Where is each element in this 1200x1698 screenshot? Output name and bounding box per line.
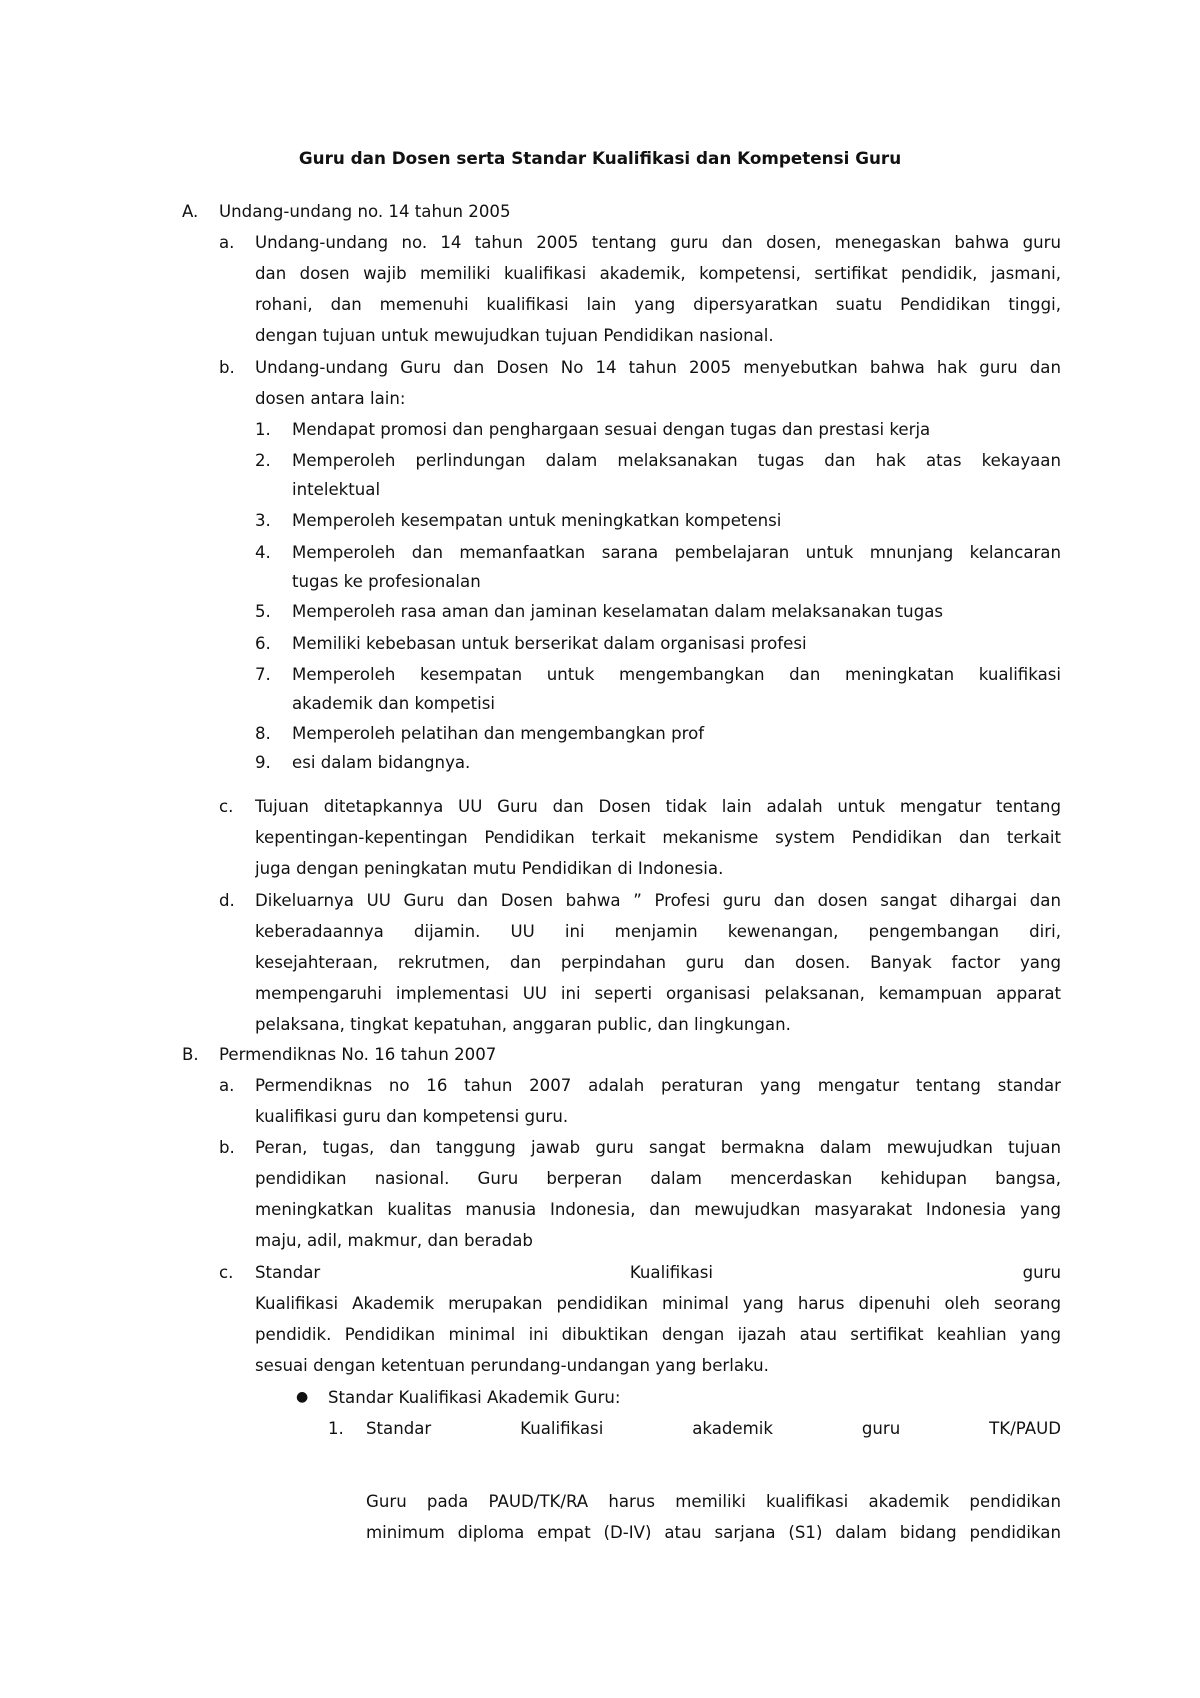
paragraph-line: keberadaannya dijamin. UU ini menjamin kewenangan, pengembangan diri,: [255, 922, 1061, 941]
list-number: 8.: [255, 724, 271, 743]
list-number: 3.: [255, 511, 271, 530]
section-marker: B.: [182, 1045, 199, 1064]
list-number: 6.: [255, 634, 271, 653]
paragraph-line: Standar Kualifikasi guru: [255, 1263, 1061, 1282]
list-item: [0, 505, 1200, 537]
paragraph-line: Guru pada PAUD/TK/RA harus memiliki kualifikasi akademik pendidikan: [366, 1492, 1061, 1511]
paragraph-line: rohani, dan memenuhi kualifikasi lain yang dipersyaratkan suatu Pendidikan tinggi,: [255, 295, 1061, 314]
list-text: Memperoleh kesempatan untuk mengembangkan dan meningkatan kualifikasi: [292, 665, 1061, 684]
list-item: [0, 718, 1200, 747]
paragraph-line: dosen antara lain:: [255, 389, 406, 408]
list-text: Memiliki kebebasan untuk berserikat dalam organisasi profesi: [292, 634, 807, 653]
list-number: 4.: [255, 543, 271, 562]
item-marker: a.: [219, 1076, 235, 1095]
list-item: [0, 414, 1200, 445]
list-item: [0, 596, 1200, 628]
item-marker: d.: [219, 891, 235, 910]
paragraph-line: pendidik. Pendidikan minimal ini dibuktikan dengan ijazah atau sertifikat keahlian yang: [255, 1325, 1061, 1344]
list-number: 9.: [255, 753, 271, 772]
paragraph-line: Permendiknas no 16 tahun 2007 adalah peraturan yang mengatur tentang standar: [255, 1076, 1061, 1095]
paragraph-line: mempengaruhi implementasi UU ini seperti organisasi pelaksanan, kemampuan apparat: [255, 984, 1061, 1003]
paragraph-line: dan dosen wajib memiliki kualifikasi akademik, kompetensi, sertifikat pendidik, jasmani,: [255, 264, 1061, 283]
list-number: 7.: [255, 665, 271, 684]
list-number: 1.: [328, 1419, 344, 1438]
list-number: 2.: [255, 451, 271, 470]
section-b: [0, 1039, 1200, 1070]
paragraph-line: kepentingan-kepentingan Pendidikan terkait mekanisme system Pendidikan dan terkait: [255, 828, 1061, 847]
paragraph-line: juga dengan peningkatan mutu Pendidikan di Indonesia.: [255, 859, 724, 878]
list-number: 5.: [255, 602, 271, 621]
item-marker: b.: [219, 1138, 235, 1157]
list-text: Standar Kualifikasi akademik guru TK/PAUD: [366, 1419, 1061, 1438]
item-marker: c.: [219, 797, 234, 816]
section-heading: Undang-undang no. 14 tahun 2005: [219, 202, 511, 221]
section-heading: Permendiknas No. 16 tahun 2007: [219, 1045, 497, 1064]
paragraph-line: kualifikasi guru dan kompetensi guru.: [255, 1107, 569, 1126]
item-marker: a.: [219, 233, 235, 252]
paragraph-line: dengan tujuan untuk mewujudkan tujuan Pendidikan nasional.: [255, 326, 774, 345]
list-text: Mendapat promosi dan penghargaan sesuai dengan tugas dan prestasi kerja: [292, 420, 931, 439]
list-text: Memperoleh perlindungan dalam melaksanakan tugas dan hak atas kekayaan: [292, 451, 1061, 470]
paragraph-line: Peran, tugas, dan tanggung jawab guru sangat bermakna dalam mewujudkan tujuan: [255, 1138, 1061, 1157]
paragraph-line: Kualifikasi Akademik merupakan pendidikan minimal yang harus dipenuhi oleh seorang: [255, 1294, 1061, 1313]
bullet-text: Standar Kualifikasi Akademik Guru:: [328, 1388, 621, 1407]
bullet-icon: ●: [296, 1389, 309, 1405]
item-marker: b.: [219, 358, 235, 377]
paragraph-line: Dikeluarnya UU Guru dan Dosen bahwa ” Profesi guru dan dosen sangat dihargai dan: [255, 891, 1061, 910]
paragraph-line: meningkatkan kualitas manusia Indonesia, dan mewujudkan masyarakat Indonesia yang: [255, 1200, 1061, 1219]
sub-list-item: [0, 1413, 1200, 1444]
bullet-item: [0, 1382, 1200, 1413]
paragraph-line: pelaksana, tingkat kepatuhan, anggaran public, dan lingkungan.: [255, 1015, 791, 1034]
paragraph-line: Undang-undang no. 14 tahun 2005 tentang guru dan dosen, menegaskan bahwa guru: [255, 233, 1061, 252]
paragraph-line: maju, adil, makmur, dan beradab: [255, 1231, 533, 1250]
paragraph-line: minimum diploma empat (D-IV) atau sarjana (S1) dalam bidang pendidikan: [366, 1523, 1061, 1542]
list-text: Memperoleh kesempatan untuk meningkatkan kompetensi: [292, 511, 782, 530]
paragraph-line: kesejahteraan, rekrutmen, dan perpindahan guru dan dosen. Banyak factor yang: [255, 953, 1061, 972]
paragraph-line: Tujuan ditetapkannya UU Guru dan Dosen tidak lain adalah untuk mengatur tentang: [255, 797, 1061, 816]
list-text: akademik dan kompetisi: [292, 694, 495, 713]
section-a: [0, 196, 1200, 227]
paragraph-line: sesuai dengan ketentuan perundang-undangan yang berlaku.: [255, 1356, 769, 1375]
list-text: tugas ke profesionalan: [292, 572, 481, 591]
list-text: esi dalam bidangnya.: [292, 753, 471, 772]
list-text: Memperoleh rasa aman dan jaminan keselamatan dalam melaksanakan tugas: [292, 602, 944, 621]
list-text: Memperoleh dan memanfaatkan sarana pembelajaran untuk mnunjang kelancaran: [292, 543, 1061, 562]
paragraph-line: Undang-undang Guru dan Dosen No 14 tahun 2005 menyebutkan bahwa hak guru dan: [255, 358, 1061, 377]
list-item: [0, 747, 1200, 778]
list-item: [0, 628, 1200, 659]
list-item: [0, 537, 1200, 596]
document-title: Guru dan Dosen serta Standar Kualifikasi dan Kompetensi Guru: [298, 148, 902, 168]
paragraph-line: pendidikan nasional. Guru berperan dalam mencerdaskan kehidupan bangsa,: [255, 1169, 1061, 1188]
list-item: [0, 445, 1200, 505]
list-text: intelektual: [292, 480, 381, 499]
list-text: Memperoleh pelatihan dan mengembangkan prof: [292, 724, 705, 743]
rights-list: [0, 414, 1200, 778]
item-marker: c.: [219, 1263, 234, 1282]
list-item: [0, 659, 1200, 718]
section-marker: A.: [182, 202, 199, 221]
list-number: 1.: [255, 420, 271, 439]
